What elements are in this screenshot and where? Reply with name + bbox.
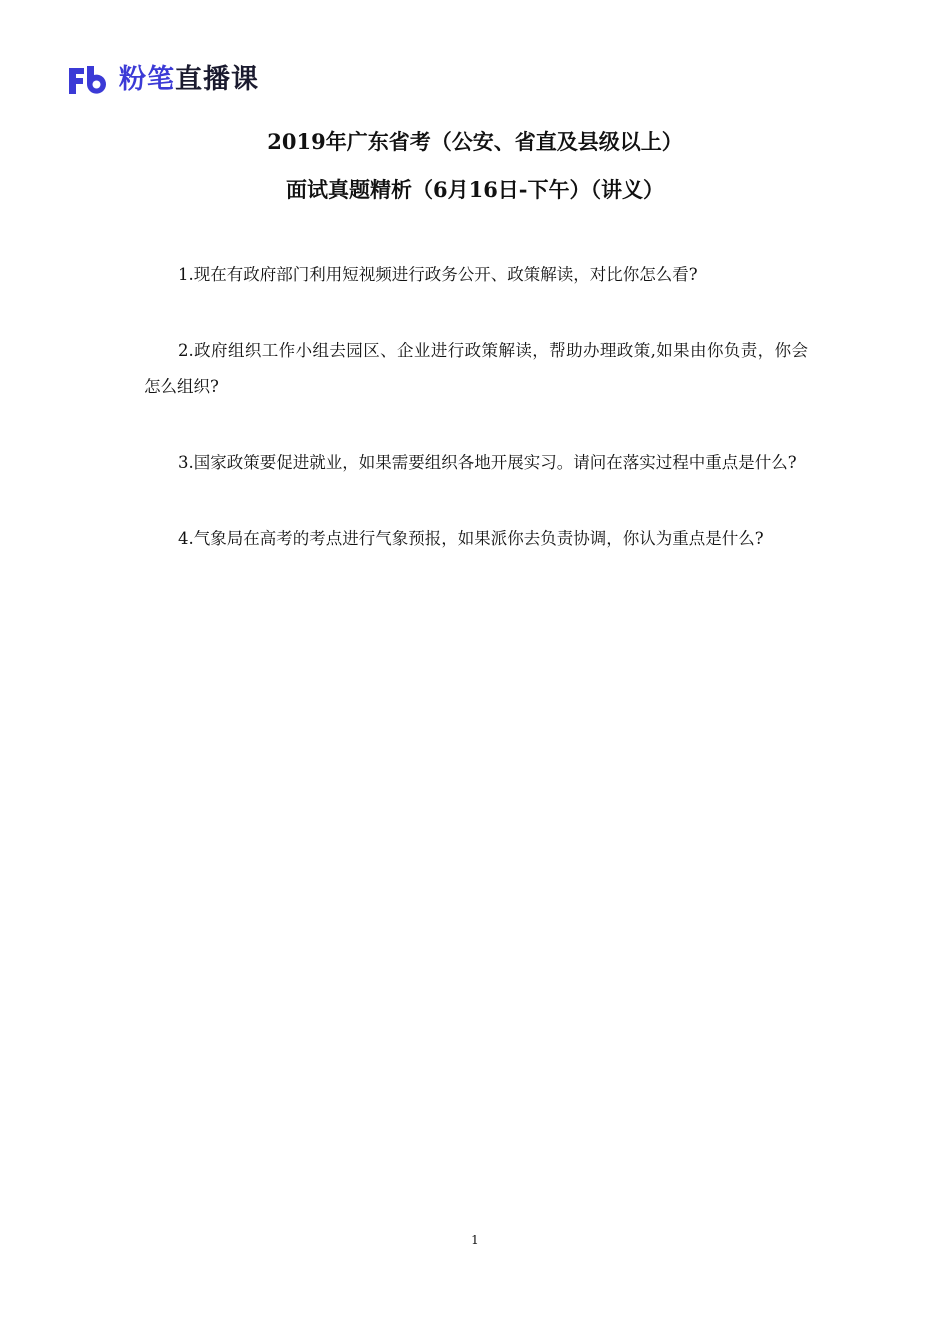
question-item: 3.国家政策要促进就业，如果需要组织各地开展实习。请问在落实过程中重点是什么? bbox=[178, 453, 797, 472]
question-item: 1.现在有政府部门利用短视频进行政务公开、政策解读，对比你怎么看? bbox=[178, 265, 698, 284]
document-subtitle: 面试真题精析（6月16日-下午）（讲义） bbox=[285, 177, 665, 202]
logo-wordmark bbox=[119, 64, 259, 96]
logo-brand-text: 粉笔 bbox=[119, 64, 175, 95]
document-title: 2019年广东省考（公安、省直及县级以上） bbox=[267, 129, 683, 154]
question-list bbox=[144, 257, 808, 597]
fb-logo-icon bbox=[67, 64, 111, 96]
logo-product-text: 直播课 bbox=[175, 64, 259, 95]
brand-logo bbox=[67, 60, 259, 100]
question-item: 2.政府组织工作小组去园区、企业进行政策解读，帮助办理政策,如果由你负责，你会怎么组织? bbox=[144, 341, 808, 396]
page-number: 1 bbox=[471, 1233, 479, 1247]
question-item: 4.气象局在高考的考点进行气象预报，如果派你去负责协调，你认为重点是什么? bbox=[178, 529, 764, 548]
